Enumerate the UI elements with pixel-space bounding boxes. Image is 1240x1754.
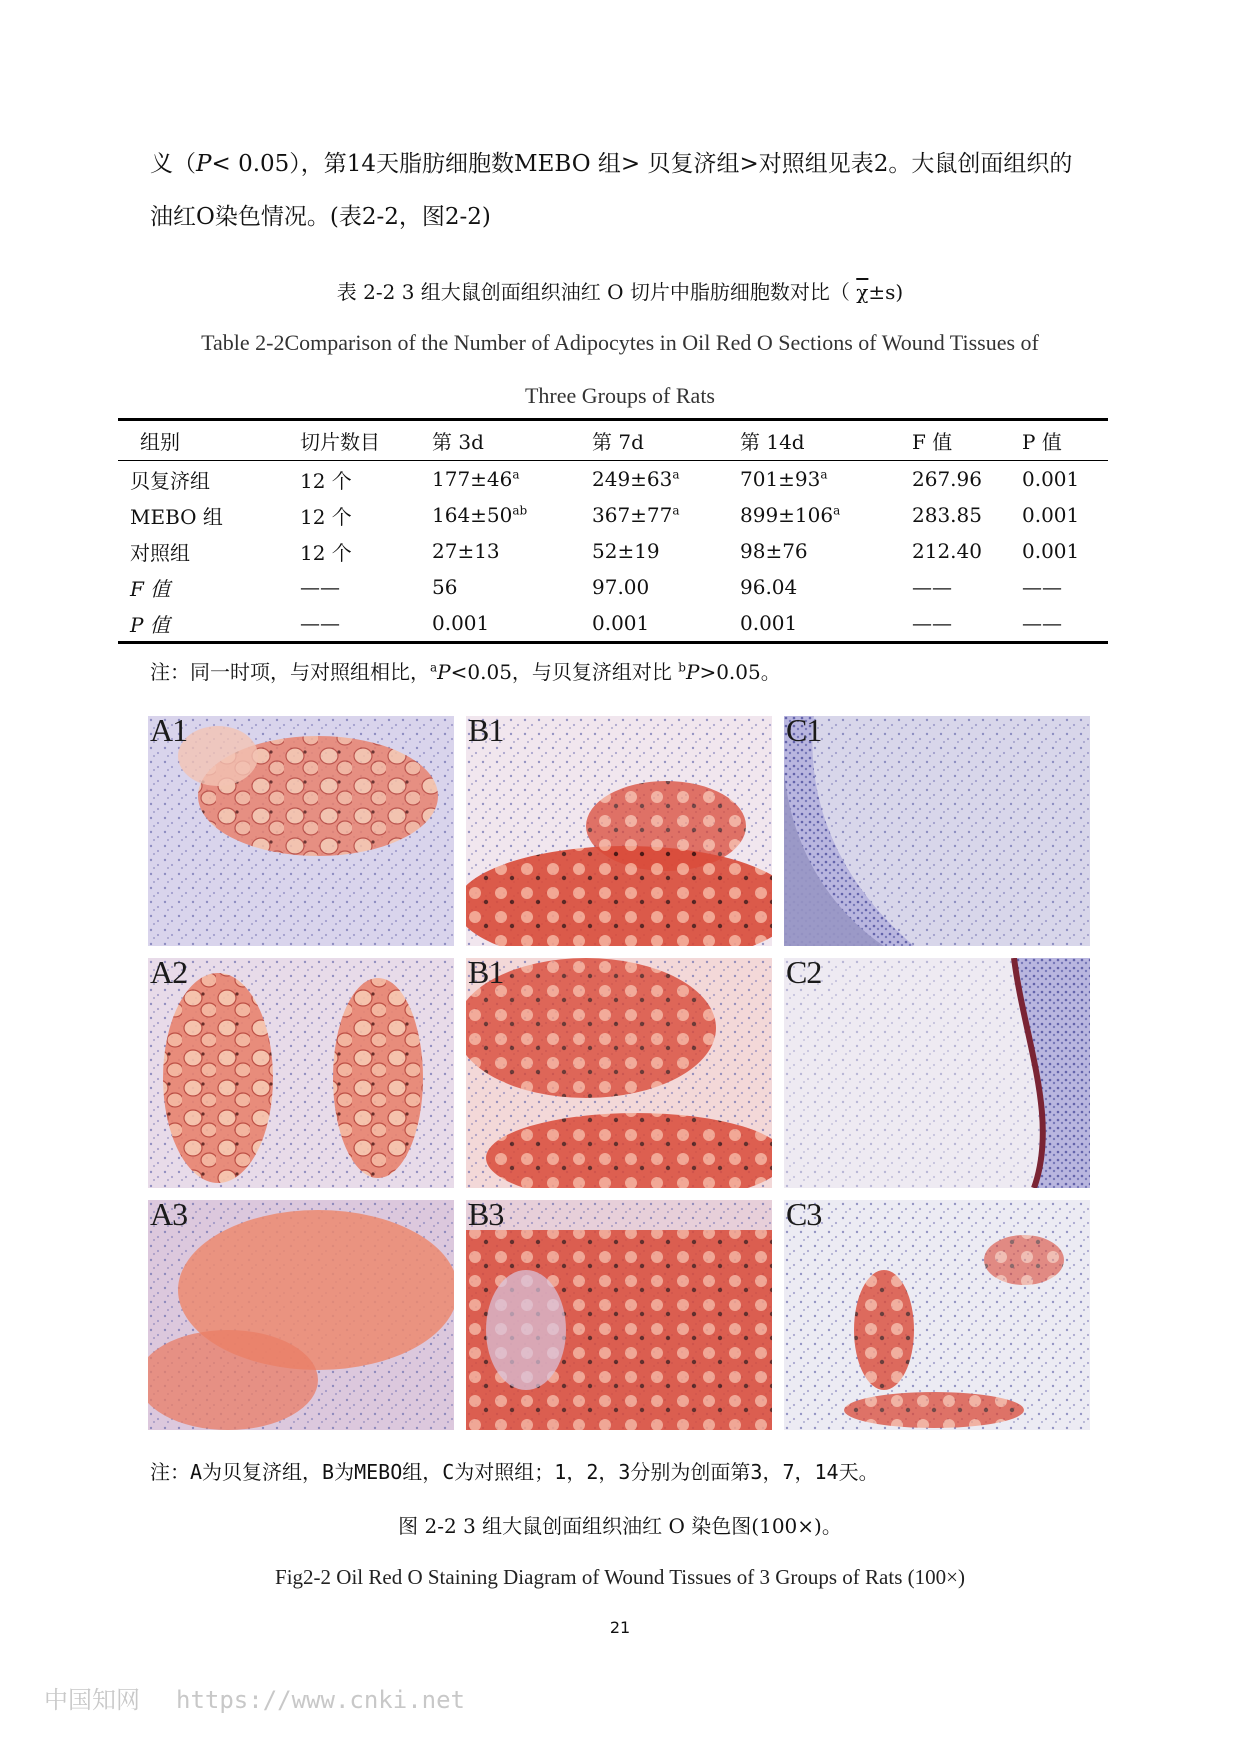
cell-group: P 值 xyxy=(130,612,170,637)
figure-caption-en: Fig2-2 Oil Red O Staining Diagram of Wound Tissues of 3 Groups of Rats (100×) xyxy=(275,1565,965,1589)
micrograph-panel xyxy=(466,716,772,946)
table-row xyxy=(118,605,1108,643)
cell-f: 283.85 xyxy=(912,503,982,527)
table-row xyxy=(118,461,1108,498)
panel-label: B1 xyxy=(468,958,504,990)
header-f-value: F 值 xyxy=(900,420,1010,461)
cell-d14: $899\pm 106^a$ xyxy=(740,503,841,527)
header-group: 组别 xyxy=(118,420,288,461)
table-footnote: 注：同一时项，与对照组相比，$^a$P<0.05，与贝复济组对比 $^b$P>0.05。 xyxy=(150,660,781,684)
cell-d3: 27±13 xyxy=(432,539,500,563)
cell-d14: 98±76 xyxy=(740,539,808,563)
page-number: 21 xyxy=(609,1618,631,1637)
cell-d3: $164\pm 50^{ab}$ xyxy=(432,503,528,527)
cell-d3: $177\pm 46^a$ xyxy=(432,467,520,491)
cell-f: 267.96 xyxy=(912,467,982,491)
cell-n: —— xyxy=(300,575,340,599)
cell-d14: 0.001 xyxy=(740,611,798,635)
adipocyte-count-table xyxy=(118,418,1108,644)
micrograph-panel xyxy=(148,958,454,1188)
cell-d14: $701\pm 93^a$ xyxy=(740,467,828,491)
cell-n: 12 个 xyxy=(300,468,352,493)
cell-group: F 值 xyxy=(130,576,171,601)
cell-d3: 0.001 xyxy=(432,611,490,635)
panel-label: B3 xyxy=(468,1200,504,1232)
watermark-url: https://www.cnki.net xyxy=(176,1686,465,1714)
panel-label: B1 xyxy=(468,716,504,748)
watermark-left: 中国知网 xyxy=(44,1686,140,1714)
cell-p: 0.001 xyxy=(1022,539,1080,563)
table-caption-en-line-2: Three Groups of Rats xyxy=(524,383,715,408)
cell-n: 12 个 xyxy=(300,504,352,529)
cell-d14: 96.04 xyxy=(740,575,798,599)
micrograph-panel xyxy=(466,958,772,1188)
panel-label: C1 xyxy=(786,716,822,748)
cell-d7: 52±19 xyxy=(592,539,660,563)
cell-n: 12 个 xyxy=(300,540,352,565)
cell-group: 对照组 xyxy=(130,540,190,565)
micrograph-panel xyxy=(784,958,1090,1188)
header-day7: 第 7d xyxy=(580,420,728,461)
table-row xyxy=(118,569,1108,605)
table-row xyxy=(118,533,1108,569)
table-caption-cn: 表 2-2 3 组大鼠创面组织油红 O 切片中脂肪细胞数对比（ $\overline{\chi}\pm s$) xyxy=(336,280,904,304)
body-paragraph xyxy=(150,138,1100,244)
table-header-row xyxy=(118,420,1108,461)
figure-note: 注：A为贝复济组，B为MEBO组，C为对照组；1，2，3分别为创面第3，7，14天。 xyxy=(150,1460,879,1484)
cell-f: —— xyxy=(912,575,952,599)
cell-p: —— xyxy=(1022,611,1062,635)
panel-label: C3 xyxy=(786,1200,822,1232)
micrograph-panel xyxy=(148,1200,454,1430)
table-caption-en-line-1: Table 2-2Comparison of the Number of Adipocytes in Oil Red O Sections of Wound Tissues of xyxy=(201,330,1039,355)
table-row xyxy=(118,497,1108,533)
header-day3: 第 3d xyxy=(420,420,580,461)
cell-group: MEBO 组 xyxy=(130,504,223,529)
panel-label: A1 xyxy=(150,716,188,748)
header-day14: 第 14d xyxy=(728,420,900,461)
figure-caption-cn: 图 2-2 3 组大鼠创面组织油红 O 染色图(100×)。 xyxy=(398,1514,842,1538)
cell-p: 0.001 xyxy=(1022,467,1080,491)
cell-d7: $249\pm 63^a$ xyxy=(592,467,680,491)
header-slice-count: 切片数目 xyxy=(288,420,420,461)
micrograph-panel xyxy=(784,1200,1090,1430)
micrograph-panel xyxy=(466,1200,772,1430)
cell-p: 0.001 xyxy=(1022,503,1080,527)
cell-d7: 0.001 xyxy=(592,611,650,635)
cell-p: —— xyxy=(1022,575,1062,599)
paragraph-line-1: 义（P< 0.05），第14天脂肪细胞数MEBO 组> 贝复济组>对照组见表2。大鼠创面组织的 xyxy=(150,151,1073,177)
panel-label: A2 xyxy=(150,958,188,990)
cell-d3: 56 xyxy=(432,575,458,599)
cell-f: 212.40 xyxy=(912,539,982,563)
cell-f: —— xyxy=(912,611,952,635)
paragraph-line-2: 油红O染色情况。(表2-2，图2-2) xyxy=(150,204,491,230)
cell-n: —— xyxy=(300,611,340,635)
panel-label: A3 xyxy=(150,1200,188,1232)
micrograph-panel xyxy=(148,716,454,946)
panel-label: C2 xyxy=(786,958,822,990)
cell-d7: 97.00 xyxy=(592,575,650,599)
cell-d7: $367\pm 77^a$ xyxy=(592,503,680,527)
header-p-value: P 值 xyxy=(1010,420,1108,461)
cell-group: 贝复济组 xyxy=(130,468,210,493)
cnki-watermark xyxy=(44,1680,501,1715)
micrograph-panel xyxy=(784,716,1090,946)
